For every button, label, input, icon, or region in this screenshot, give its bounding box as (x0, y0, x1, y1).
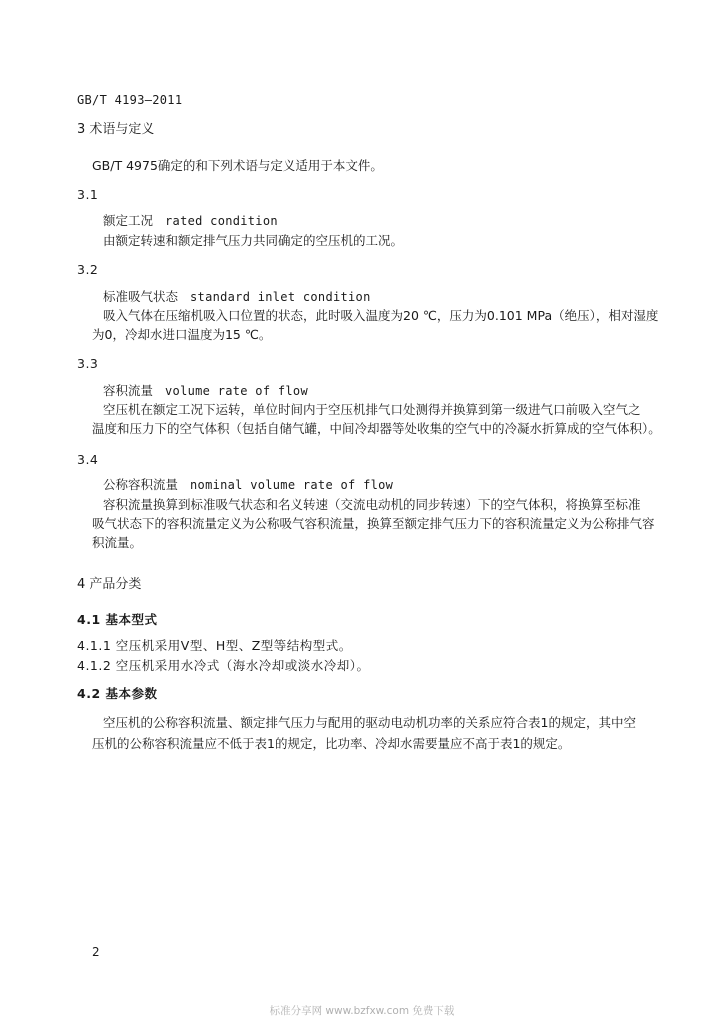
clause-3-3-definition-line-2: 温度和压力下的空气体积（包括自储气罐，中间冷却器等处收集的空气中的冷凝水折算成的空气体积）。 (92, 421, 661, 436)
page-number: 2 (92, 945, 100, 959)
clause-3-3-number: 3.3 (77, 356, 99, 371)
term-cn: 容积流量 (103, 383, 154, 398)
term-en: nominal volume rate of flow (190, 478, 394, 492)
term-cn: 公称容积流量 (103, 477, 179, 492)
section-3-title: 3 术语与定义 (77, 122, 155, 137)
clause-3-4-term (103, 477, 393, 493)
term-cn: 标准吸气状态 (103, 289, 179, 304)
clause-4-1-1: 4.1.1 空压机采用V型、H型、Z型等结构型式。 (77, 638, 352, 653)
section-3-intro: GB/T 4975确定的和下列术语与定义适用于本文件。 (92, 158, 383, 173)
clause-3-2-definition-line-1: 吸入气体在压缩机吸入口位置的状态，此时吸入温度为20 ℃，压力为0.101 MPa（绝压），相对湿度 (103, 308, 659, 323)
clause-3-4-number: 3.4 (77, 452, 99, 467)
term-cn: 额定工况 (103, 213, 154, 228)
clause-3-2-number: 3.2 (77, 262, 99, 277)
clause-3-3-term (103, 383, 308, 399)
term-en: standard inlet condition (190, 290, 371, 304)
clause-4-2-body-line-2: 压机的公称容积流量应不低于表1的规定，比功率、冷却水需要量应不高于表1的规定。 (92, 736, 571, 751)
clause-3-4-definition-line-2: 吸气状态下的容积流量定义为公称吸气容积流量，换算至额定排气压力下的容积流量定义为公称排气容 (92, 516, 655, 531)
clause-4-2-title: 4.2 基本参数 (77, 686, 158, 701)
clause-3-4-definition-line-1: 容积流量换算到标准吸气状态和名义转速（交流电动机的同步转速）下的空气体积，将换算至标准 (103, 497, 641, 512)
section-4-title: 4 产品分类 (77, 577, 142, 592)
clause-3-2-definition-line-2: 为0，冷却水进口温度为15 ℃。 (92, 327, 272, 342)
clause-3-1-number: 3.1 (77, 187, 99, 202)
term-en: rated condition (165, 214, 278, 228)
clause-4-2-body-line-1: 空压机的公称容积流量、额定排气压力与配用的驱动电动机功率的关系应符合表1的规定，其中空 (103, 715, 636, 730)
clause-4-1-2: 4.1.2 空压机采用水冷式（海水冷却或淡水冷却）。 (77, 658, 370, 673)
watermark-footer: 标准分享网 www.bzfxw.com 免费下载 (269, 1005, 455, 1017)
clause-3-4-definition-line-3: 积流量。 (92, 535, 143, 550)
term-en: volume rate of flow (165, 384, 308, 398)
document-id: GB/T 4193—2011 (77, 93, 183, 107)
clause-3-1-definition: 由额定转速和额定排气压力共同确定的空压机的工况。 (103, 233, 404, 248)
clause-3-3-definition-line-1: 空压机在额定工况下运转，单位时间内于空压机排气口处测得并换算到第一级进气口前吸入空气之 (103, 402, 641, 417)
clause-3-2-term (103, 289, 371, 305)
clause-4-1-title: 4.1 基本型式 (77, 612, 158, 627)
clause-3-1-term (103, 213, 278, 229)
